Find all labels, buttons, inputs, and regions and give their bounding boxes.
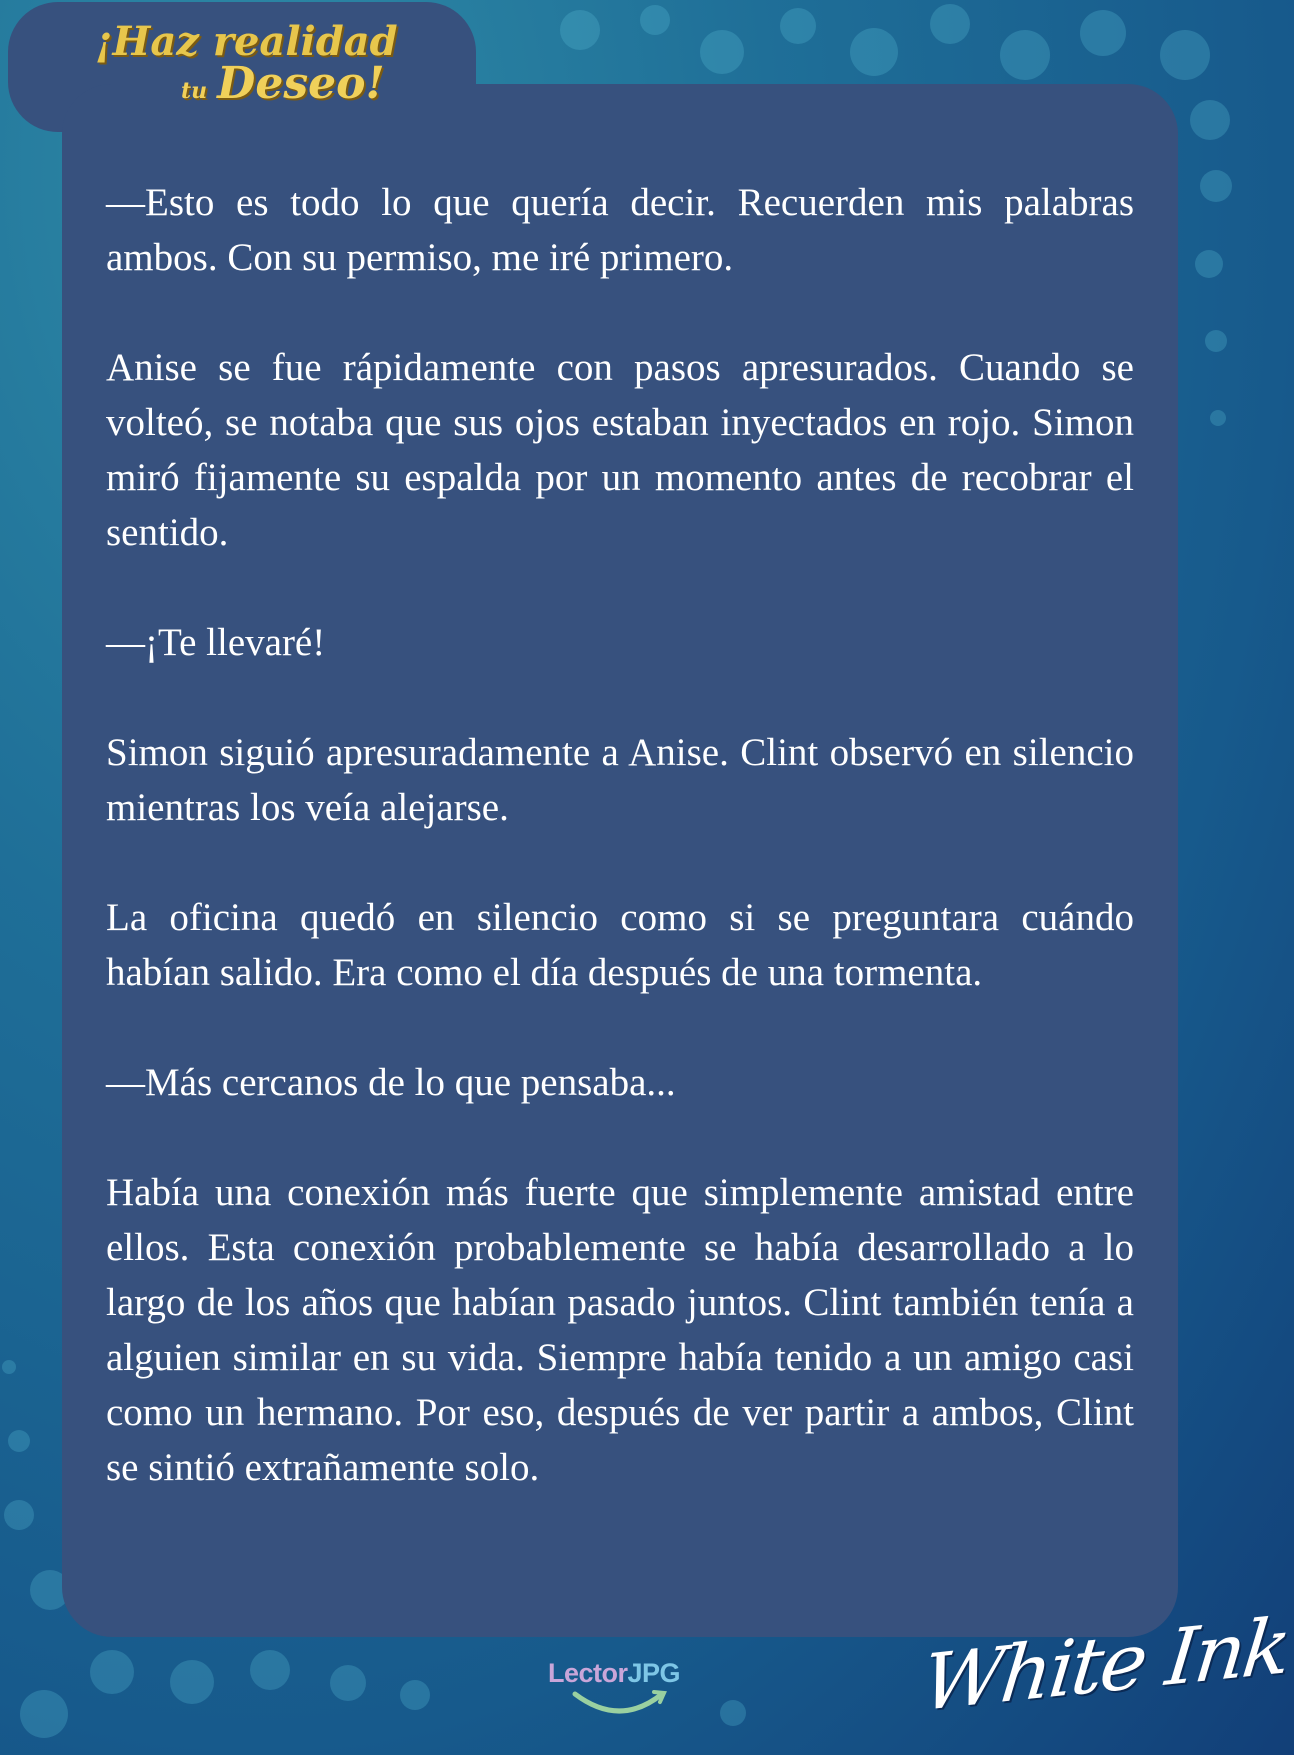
white-ink-signature: White Ink — [917, 1601, 1293, 1729]
logo-line-1: ¡Haz realidad — [95, 18, 398, 65]
story-text — [106, 175, 1134, 1550]
logo-line-2-small: tu — [181, 78, 208, 104]
watermark-jpg-text: JPG — [627, 1658, 681, 1688]
paragraph: Anise se fue rápidamente con pasos apresurados. Cuando se volteó, se notaba que sus ojos estaban inyectados en rojo. Simon miró fijamente su espalda por un momento antes de recobrar el sentido. — [106, 346, 1134, 554]
watermark-lector-text: Lector — [548, 1658, 628, 1688]
logo-line-2-main: Deseo! — [217, 58, 385, 109]
paragraph: —Esto es todo lo que quería decir. Recuerden mis palabras ambos. Con su permiso, me iré primero. — [106, 181, 1134, 279]
paragraph: —¡Te llevaré! — [106, 621, 326, 664]
paragraph: Simon siguió apresuradamente a Anise. Clint observó en silencio mientras los veía alejarse. — [106, 731, 1134, 829]
smile-arrow-icon — [570, 1688, 670, 1718]
lectorjpg-watermark — [548, 1658, 680, 1689]
paragraph: —Más cercanos de lo que pensaba... — [106, 1061, 676, 1104]
series-logo — [95, 18, 398, 118]
logo-line-2 — [181, 58, 385, 109]
paragraph: La oficina quedó en silencio como si se preguntara cuándo habían salido. Era como el día después de una tormenta. — [106, 896, 1134, 994]
paragraph: Había una conexión más fuerte que simplemente amistad entre ellos. Esta conexión probablemente se había desarrollado a lo largo de los años que habían pasado juntos. Clint también tenía a alguien similar en su vida. Siempre había tenido a un amigo casi como un hermano. Por eso, después de ver partir a ambos, Clint se sintió extrañamente solo. — [106, 1171, 1134, 1489]
